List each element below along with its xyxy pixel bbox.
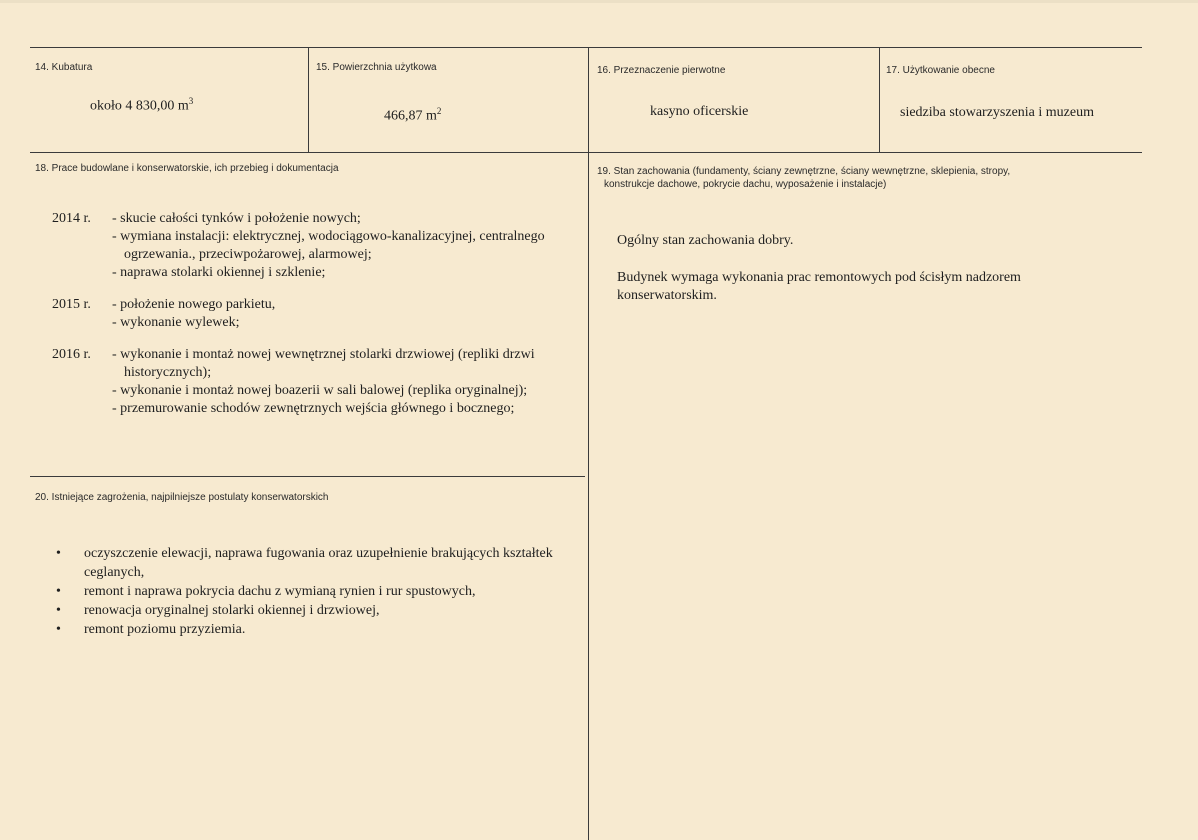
works-item: - wykonanie i montaż nowej boazerii w sali balowej (replika oryginalnej);: [112, 383, 528, 398]
works-item: - skucie całości tynków i położenie nowych;: [112, 211, 361, 226]
field-17-value: siedziba stowarzyszenia i muzeum: [900, 105, 1094, 120]
field-14-unit-exp: 3: [188, 96, 194, 106]
threat-item: • remont poziomu przyziemia.: [56, 620, 556, 639]
field-14-text: około 4 830,00 m: [90, 98, 189, 114]
field-16-value: kasyno oficerskie: [650, 104, 749, 119]
field-17-label: 17. Użytkowanie obecne: [886, 65, 995, 76]
condition-label-line1: 19. Stan zachowania (fundamenty, ściany zewnętrzne, ściany wewnętrzne, sklepienia, stropy,: [597, 166, 1011, 177]
works-items: [112, 296, 592, 332]
works-year-group: [52, 210, 592, 282]
works-item: - wykonanie i montaż nowej wewnętrznej stolarki drzwiowej (repliki drzwi historycznych);: [112, 347, 535, 380]
threat-item: • renowacja oryginalnej stolarki okiennej i drzwiowej,: [56, 601, 556, 620]
works-item: - wykonanie wylewek;: [112, 315, 240, 330]
works-year-group: [52, 296, 592, 332]
works-list: [52, 210, 592, 432]
condition-label-line2: konstrukcje dachowe, pokrycie dachu, wyposażenie i instalacje): [604, 179, 887, 190]
works-item: - przemurowanie schodów zewnętrznych wejścia głównego i bocznego;: [112, 401, 515, 416]
field-15-label: 15. Powierzchnia użytkowa: [316, 62, 437, 73]
works-year: 2016 r.: [52, 347, 91, 362]
rule-fields-bottom: [30, 152, 1142, 153]
condition-summary: Ogólny stan zachowania dobry.: [617, 233, 794, 248]
works-year-group: [52, 346, 592, 418]
works-year: 2015 r.: [52, 297, 91, 312]
works-year: 2014 r.: [52, 211, 91, 226]
works-items: [112, 346, 592, 418]
field-15-value: [384, 102, 441, 126]
rule-works-bottom: [30, 476, 585, 477]
field-16-label: 16. Przeznaczenie pierwotne: [597, 65, 726, 76]
divider-main: [588, 47, 589, 840]
rule-top: [30, 47, 1142, 48]
page-top-edge: [0, 0, 1198, 3]
divider-14-15: [308, 47, 309, 152]
threat-item: • remont i naprawa pokrycia dachu z wymianą rynien i rur spustowych,: [56, 582, 556, 601]
field-14-value: [90, 92, 193, 116]
works-label: 18. Prace budowlane i konserwatorskie, ich przebieg i dokumentacja: [35, 163, 339, 174]
field-15-unit-exp: 2: [436, 106, 442, 116]
works-item: - naprawa stolarki okiennej i szklenie;: [112, 265, 326, 280]
condition-recommendation: Budynek wymaga wykonania prac remontowych pod ścisłym nadzorem konserwatorskim.: [617, 270, 1021, 303]
works-item: - wymiana instalacji: elektrycznej, wodociągowo-kanalizacyjnej, centralnego ogrzewania., przeciwpożarowej, alarmowej;: [112, 229, 545, 262]
divider-16-17: [879, 47, 880, 152]
threat-item: • oczyszczenie elewacji, naprawa fugowania oraz uzupełnienie brakujących kształtek ceglanych,: [56, 544, 556, 582]
field-15-text: 466,87 m: [384, 108, 437, 124]
field-14-label: 14. Kubatura: [35, 62, 93, 73]
works-item: - położenie nowego parkietu,: [112, 297, 276, 312]
works-items: [112, 210, 592, 282]
threats-label: 20. Istniejące zagrożenia, najpilniejsze postulaty konserwatorskich: [35, 492, 329, 503]
threats-list: [56, 544, 556, 639]
